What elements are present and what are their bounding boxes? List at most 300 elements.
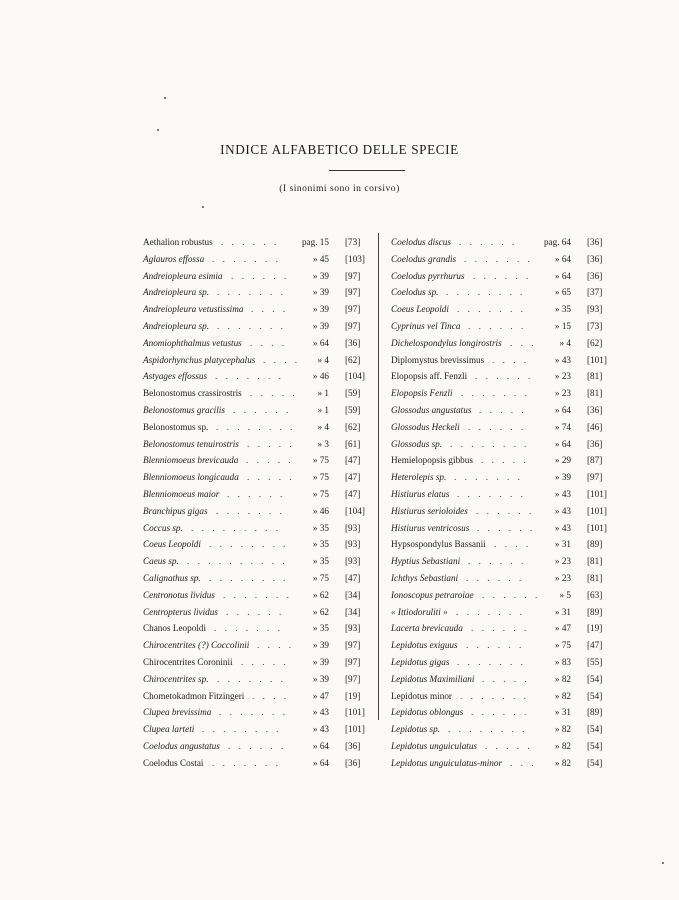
page-number: pag. 15 xyxy=(301,237,329,247)
page-number: » 82 xyxy=(554,757,571,768)
leader-dots: . . . . . . xyxy=(468,556,527,567)
page-number: » 15 xyxy=(554,320,571,331)
page-number: » 39 xyxy=(312,287,329,298)
species-name: Centronotus lividus xyxy=(143,589,215,600)
leader-dots: . . . . . . . xyxy=(217,673,286,684)
page-number: » 62 xyxy=(312,589,329,600)
index-entry xyxy=(391,368,621,385)
index-entry xyxy=(391,587,621,604)
leader-dots: . . . . . . . xyxy=(217,287,286,298)
page-number: » 29 xyxy=(554,455,571,466)
reference-number: [54] xyxy=(587,690,603,701)
reference-number: [87] xyxy=(587,455,603,466)
index-column-right xyxy=(391,234,621,772)
species-name: Lepidotus gigas xyxy=(391,656,450,667)
leader-dots: . . . . . . . xyxy=(461,388,530,399)
page-number: » 75 xyxy=(312,572,329,583)
leader-dots: . . . . . xyxy=(482,673,530,684)
reference-number: [47] xyxy=(345,572,361,583)
reference-number: [97] xyxy=(345,640,361,651)
reference-number: [81] xyxy=(587,371,603,382)
species-name: Andreiopleura sp. xyxy=(143,320,210,331)
reference-number: [36] xyxy=(587,270,603,281)
leader-dots: . . . . . . . xyxy=(212,757,281,768)
leader-dots: . . . . . xyxy=(485,740,533,751)
leader-dots: . . . . . . xyxy=(476,505,535,516)
reference-number: [59] xyxy=(345,404,361,415)
reference-number: [103] xyxy=(345,253,365,264)
page-number: » 4 xyxy=(317,354,329,365)
page-number: » 82 xyxy=(554,690,571,701)
page-number: » 74 xyxy=(554,421,571,432)
reference-number: [36] xyxy=(587,438,603,449)
leader-dots: . . . . . . . xyxy=(460,690,529,701)
index-entry xyxy=(143,486,379,503)
leader-dots: . . . . xyxy=(257,640,295,651)
reference-number: [55] xyxy=(587,656,603,667)
page-title: INDICE ALFABETICO DELLE SPECIE xyxy=(220,142,459,157)
page-number: » 35 xyxy=(312,556,329,567)
leader-dots: . . . . . . xyxy=(231,270,290,281)
leader-dots: . . . xyxy=(510,757,537,768)
index-entry xyxy=(143,536,379,553)
page-number: » 64 xyxy=(554,253,571,264)
index-entry xyxy=(143,704,379,721)
species-name: Coccus sp. xyxy=(143,522,183,533)
page-number: » 5 xyxy=(559,589,571,600)
index-entry xyxy=(143,385,379,402)
page-number: » 35 xyxy=(312,539,329,550)
reference-number: [101] xyxy=(345,724,365,735)
leader-dots: . . . . . xyxy=(479,404,527,415)
reference-number: [97] xyxy=(345,270,361,281)
index-entry xyxy=(143,671,379,688)
index-entry xyxy=(143,637,379,654)
reference-number: [93] xyxy=(345,623,361,634)
leader-dots: . . . . . . xyxy=(471,623,530,634)
reference-number: [101] xyxy=(587,505,607,516)
index-entry xyxy=(391,419,621,436)
title-divider xyxy=(329,170,405,171)
reference-number: [62] xyxy=(587,337,603,348)
leader-dots: . . . . . . xyxy=(233,404,292,415)
page-number: » 43 xyxy=(554,505,571,516)
reference-number: [19] xyxy=(345,690,361,701)
species-name: Coeus Leopoldi xyxy=(391,304,449,315)
index-column-left xyxy=(143,234,379,772)
reference-number: [47] xyxy=(345,472,361,483)
leader-dots: . . . . . . xyxy=(475,371,534,382)
reference-number: [101] xyxy=(587,522,607,533)
index-entry xyxy=(143,402,379,419)
index-entry xyxy=(391,688,621,705)
reference-number: [47] xyxy=(345,455,361,466)
reference-number: [81] xyxy=(587,572,603,583)
species-name: Blenniomoeus maior xyxy=(143,488,220,499)
species-name: Elopopsis aff. Fenzli xyxy=(391,371,468,382)
species-name: Dichelospondylus longirostris xyxy=(391,337,502,348)
leader-dots: . . . . . . xyxy=(473,270,532,281)
leader-dots: . . . . . . xyxy=(471,707,530,718)
leader-dots: . . . . . . . xyxy=(219,707,288,718)
index-entry xyxy=(391,721,621,738)
leader-dots: . . . . . . xyxy=(227,488,286,499)
index-entry xyxy=(391,553,621,570)
species-name: Lepidotus exiguus xyxy=(391,640,458,651)
index-entry xyxy=(143,604,379,621)
reference-number: [101] xyxy=(587,488,607,499)
leader-dots: . . . . . . . xyxy=(223,589,292,600)
leader-dots: . . . . xyxy=(251,304,289,315)
page-number: » 35 xyxy=(554,304,571,315)
species-name: Coelodus pyrrhurus xyxy=(391,270,465,281)
species-name: Caeus sp. xyxy=(143,556,179,567)
species-name: Calignathus sp. xyxy=(143,572,201,583)
species-name: Ionoscopus petraroiae xyxy=(391,589,474,600)
page-number: » 39 xyxy=(312,270,329,281)
page-number: » 31 xyxy=(554,539,571,550)
page-number: » 46 xyxy=(312,371,329,382)
page-number: » 39 xyxy=(312,656,329,667)
reference-number: [89] xyxy=(587,707,603,718)
reference-number: [81] xyxy=(587,556,603,567)
leader-dots: . . . . xyxy=(492,354,530,365)
index-entry xyxy=(391,604,621,621)
reference-number: [46] xyxy=(587,421,603,432)
species-name: Blenniomoeus longicauda xyxy=(143,472,239,483)
species-name: Centropterus lividus xyxy=(143,606,218,617)
leader-dots: . . . . . . . xyxy=(212,253,281,264)
page-number: » 4 xyxy=(559,337,571,348)
page-number: » 82 xyxy=(554,740,571,751)
species-name: Andreiopleura vetustissima xyxy=(143,304,244,315)
species-name: Aethalion robustus xyxy=(143,237,213,247)
species-name: Clupea larteti xyxy=(143,724,195,735)
page-number: » 47 xyxy=(312,690,329,701)
species-name: « Ittiodoruliti » xyxy=(391,606,448,617)
leader-dots: . . . . . . xyxy=(477,522,536,533)
reference-number: [19] xyxy=(587,623,603,634)
reference-number: [97] xyxy=(345,656,361,667)
leader-dots: . . . . . . . xyxy=(454,472,523,483)
index-entry xyxy=(143,553,379,570)
speck-mark xyxy=(157,129,159,131)
index-entry xyxy=(391,570,621,587)
species-name: Chirocentrites sp. xyxy=(143,673,209,684)
leader-dots: . . . . . . xyxy=(226,606,285,617)
species-name: Lepidotus sp. xyxy=(391,724,441,735)
species-name: Chanos Leopoldi xyxy=(143,623,207,634)
index-entry xyxy=(143,688,379,705)
reference-number: [89] xyxy=(587,539,603,550)
index-entry xyxy=(143,352,379,369)
page-number: » 75 xyxy=(312,472,329,483)
species-name: Lepidotus oblongus xyxy=(391,707,464,718)
species-name: Belonostomus gracilis xyxy=(143,404,225,415)
page-number: » 39 xyxy=(312,640,329,651)
reference-number: [101] xyxy=(587,354,607,365)
reference-number: [54] xyxy=(587,673,603,684)
page-number: » 23 xyxy=(554,388,571,399)
leader-dots: . . . . . . . . xyxy=(450,438,530,449)
page-number: » 75 xyxy=(554,640,571,651)
page-number: » 31 xyxy=(554,606,571,617)
index-entry xyxy=(391,318,621,335)
reference-number: [97] xyxy=(345,304,361,315)
reference-number: [97] xyxy=(345,320,361,331)
leader-dots: . . . . . . . . xyxy=(202,724,282,735)
leader-dots: . . . . . . . . . . xyxy=(187,556,288,567)
index-entry xyxy=(391,755,621,772)
reference-number: [47] xyxy=(587,640,603,651)
index-entry xyxy=(391,385,621,402)
leader-dots: . . . . . . xyxy=(482,589,541,600)
leader-dots: . . . . xyxy=(494,539,532,550)
species-name: Astyages effossus xyxy=(143,371,208,382)
index-entry xyxy=(143,469,379,486)
species-name: Aglauros effossa xyxy=(143,253,205,264)
leader-dots: . . . xyxy=(510,337,537,348)
index-entry xyxy=(143,755,379,772)
leader-dots: . . . . . . . . xyxy=(448,724,528,735)
species-name: Coelodus angustatus xyxy=(143,740,220,751)
index-entry xyxy=(391,654,621,671)
index-entry xyxy=(143,268,379,285)
species-name: Coelodus sp. xyxy=(391,287,439,298)
reference-number: [36] xyxy=(345,757,361,768)
page-number: » 1 xyxy=(317,388,329,399)
species-name: Lepidotus minor xyxy=(391,690,452,701)
species-name: Chirocentrites Coroninii xyxy=(143,656,233,667)
leader-dots: . . . . . . . xyxy=(217,320,286,331)
species-name: Cyprinus vel Tinca xyxy=(391,320,461,331)
leader-dots: . . . . . . . xyxy=(457,304,526,315)
reference-number: [62] xyxy=(345,421,361,432)
reference-number: [54] xyxy=(587,724,603,735)
species-name: Histiurus serioloides xyxy=(391,505,468,516)
page-number: » 75 xyxy=(312,488,329,499)
index-entry xyxy=(391,486,621,503)
page-number: pag. 64 xyxy=(543,237,571,247)
index-entry xyxy=(143,503,379,520)
leader-dots: . . . . xyxy=(263,354,301,365)
reference-number: [97] xyxy=(345,287,361,298)
leader-dots: . . . . . . . . xyxy=(216,421,296,432)
page-number: » 62 xyxy=(312,606,329,617)
index-entry xyxy=(391,251,621,268)
leader-dots: . . . . . . xyxy=(466,640,525,651)
page-number: » 23 xyxy=(554,371,571,382)
index-entry xyxy=(143,738,379,755)
page-number: » 47 xyxy=(554,623,571,634)
species-name: Histiurus elatus xyxy=(391,488,450,499)
reference-number: [97] xyxy=(345,673,361,684)
species-name: Lepidotus unguiculatus xyxy=(391,740,478,751)
reference-number: [36] xyxy=(345,740,361,751)
reference-number: [36] xyxy=(587,237,603,247)
page-number: » 39 xyxy=(312,304,329,315)
reference-number: [61] xyxy=(345,438,361,449)
reference-number: [37] xyxy=(587,287,603,298)
index-entry xyxy=(391,671,621,688)
page-number: » 43 xyxy=(312,724,329,735)
index-entry xyxy=(391,284,621,301)
species-name: Anomiophthalmus vetustus xyxy=(143,337,242,348)
species-name: Ichthys Sebastiani xyxy=(391,572,459,583)
species-name: Lepidotus unguiculatus-minor xyxy=(391,757,503,768)
index-entry xyxy=(143,721,379,738)
species-name: Andreiopleura sp. xyxy=(143,287,210,298)
leader-dots: . . . . . . xyxy=(468,421,527,432)
page-number: » 39 xyxy=(312,673,329,684)
leader-dots: . . . . xyxy=(252,690,290,701)
page-number: » 46 xyxy=(312,505,329,516)
reference-number: [47] xyxy=(345,488,361,499)
leader-dots: . . . . . xyxy=(246,455,294,466)
reference-number: [62] xyxy=(345,354,361,365)
index-entry xyxy=(391,536,621,553)
index-entry xyxy=(391,268,621,285)
species-name: Heterolepis sp. xyxy=(391,472,447,483)
reference-number: [104] xyxy=(345,505,365,516)
index-entry xyxy=(143,620,379,637)
reference-number: [73] xyxy=(587,320,603,331)
index-entry xyxy=(391,234,621,251)
reference-number: [63] xyxy=(587,589,603,600)
leader-dots: . . . . . . . . . xyxy=(191,522,282,533)
leader-dots: . . . . . . . . xyxy=(446,287,526,298)
species-name: Lepidotus Maximiliani xyxy=(391,673,475,684)
leader-dots: . . . . . xyxy=(247,438,295,449)
reference-number: [73] xyxy=(345,237,361,247)
page-number: » 64 xyxy=(554,270,571,281)
index-entry xyxy=(143,570,379,587)
leader-dots: . . . . . . xyxy=(459,237,518,247)
leader-dots: . . . . . . . xyxy=(456,606,525,617)
species-name: Branchipus gigas xyxy=(143,505,208,516)
page-subtitle: (I sinonimi sono in corsivo) xyxy=(279,183,400,194)
page-number: » 64 xyxy=(312,740,329,751)
index-entry xyxy=(391,620,621,637)
page-number: » 3 xyxy=(317,438,329,449)
page-number: » 35 xyxy=(312,522,329,533)
leader-dots: . . . . . . . xyxy=(214,623,283,634)
page-number: » 43 xyxy=(554,488,571,499)
species-name: Clupea brevissima xyxy=(143,707,212,718)
index-entry xyxy=(391,469,621,486)
speck-mark xyxy=(202,206,204,208)
species-name: Coeus Leopoldi xyxy=(143,539,201,550)
leader-dots: . . . . . . xyxy=(466,572,525,583)
index-entry xyxy=(143,419,379,436)
page-number: » 23 xyxy=(554,572,571,583)
species-name: Diplomystus brevissimus xyxy=(391,354,485,365)
page-number: » 39 xyxy=(312,320,329,331)
leader-dots: . . . . . . . xyxy=(215,371,284,382)
species-name: Belonostomus sp. xyxy=(143,421,209,432)
page-number: » 82 xyxy=(554,673,571,684)
reference-number: [36] xyxy=(345,337,361,348)
reference-number: [101] xyxy=(345,707,365,718)
page-number: » 39 xyxy=(554,472,571,483)
species-name: Andreiopleura esimia xyxy=(143,270,223,281)
reference-number: [34] xyxy=(345,606,361,617)
reference-number: [97] xyxy=(587,472,603,483)
page-number: » 82 xyxy=(554,724,571,735)
page-number: » 35 xyxy=(312,623,329,634)
page-number: » 45 xyxy=(312,253,329,264)
species-name: Coelodus Costai xyxy=(143,757,204,768)
leader-dots: . . . . . . . . xyxy=(209,539,289,550)
reference-number: [59] xyxy=(345,388,361,399)
species-name: Hemielopopsis gibbus xyxy=(391,455,473,466)
page-number: » 65 xyxy=(554,287,571,298)
speck-mark xyxy=(662,862,664,864)
species-name: Coelodus grandis xyxy=(391,253,457,264)
species-name: Chirocentrites (?) Coccolinii xyxy=(143,640,250,651)
leader-dots: . . . . . . . xyxy=(457,488,526,499)
index-entry xyxy=(391,301,621,318)
species-name: Glossodus sp. xyxy=(391,438,443,449)
species-name: Coelodus discus xyxy=(391,237,451,247)
index-entry xyxy=(143,452,379,469)
reference-number: [93] xyxy=(587,304,603,315)
leader-dots: . . . . . xyxy=(250,388,298,399)
index-entry xyxy=(143,654,379,671)
leader-dots: . . . . . xyxy=(481,455,529,466)
reference-number: [36] xyxy=(587,404,603,415)
page-number: » 64 xyxy=(554,438,571,449)
index-entry xyxy=(391,704,621,721)
index-entry xyxy=(143,251,379,268)
leader-dots: . . . . xyxy=(250,337,288,348)
species-name: Lacerta brevicauda xyxy=(391,623,463,634)
index-entry xyxy=(391,637,621,654)
species-name: Glossodus angustatus xyxy=(391,404,472,415)
reference-number: [104] xyxy=(345,371,365,382)
speck-mark xyxy=(164,97,166,99)
page-number: » 75 xyxy=(312,455,329,466)
index-entry xyxy=(391,738,621,755)
index-entry xyxy=(143,335,379,352)
reference-number: [93] xyxy=(345,556,361,567)
species-name: Histiurus ventricosus xyxy=(391,522,470,533)
index-entry xyxy=(391,402,621,419)
species-name: Hypsospondylus Bassanii xyxy=(391,539,486,550)
index-entry xyxy=(143,284,379,301)
page-number: » 43 xyxy=(554,522,571,533)
index-entry xyxy=(391,503,621,520)
column-divider xyxy=(378,233,379,720)
reference-number: [34] xyxy=(345,589,361,600)
species-name: Chometokadmon Fitzingeri xyxy=(143,690,245,701)
species-name: Belonostomus tenuirostris xyxy=(143,438,239,449)
reference-number: [93] xyxy=(345,522,361,533)
index-entry xyxy=(143,520,379,537)
page-number: » 4 xyxy=(317,421,329,432)
leader-dots: . . . . . xyxy=(247,472,295,483)
reference-number: [54] xyxy=(587,757,603,768)
reference-number: [81] xyxy=(587,388,603,399)
leader-dots: . . . . . . . . xyxy=(209,572,289,583)
leader-dots: . . . . . . . xyxy=(216,505,285,516)
index-entry xyxy=(143,234,379,251)
index-entry xyxy=(391,352,621,369)
index-entry xyxy=(391,452,621,469)
species-name: Blenniomoeus brevicauda xyxy=(143,455,239,466)
species-name: Belonostomus crassirostris xyxy=(143,388,242,399)
reference-number: [36] xyxy=(587,253,603,264)
